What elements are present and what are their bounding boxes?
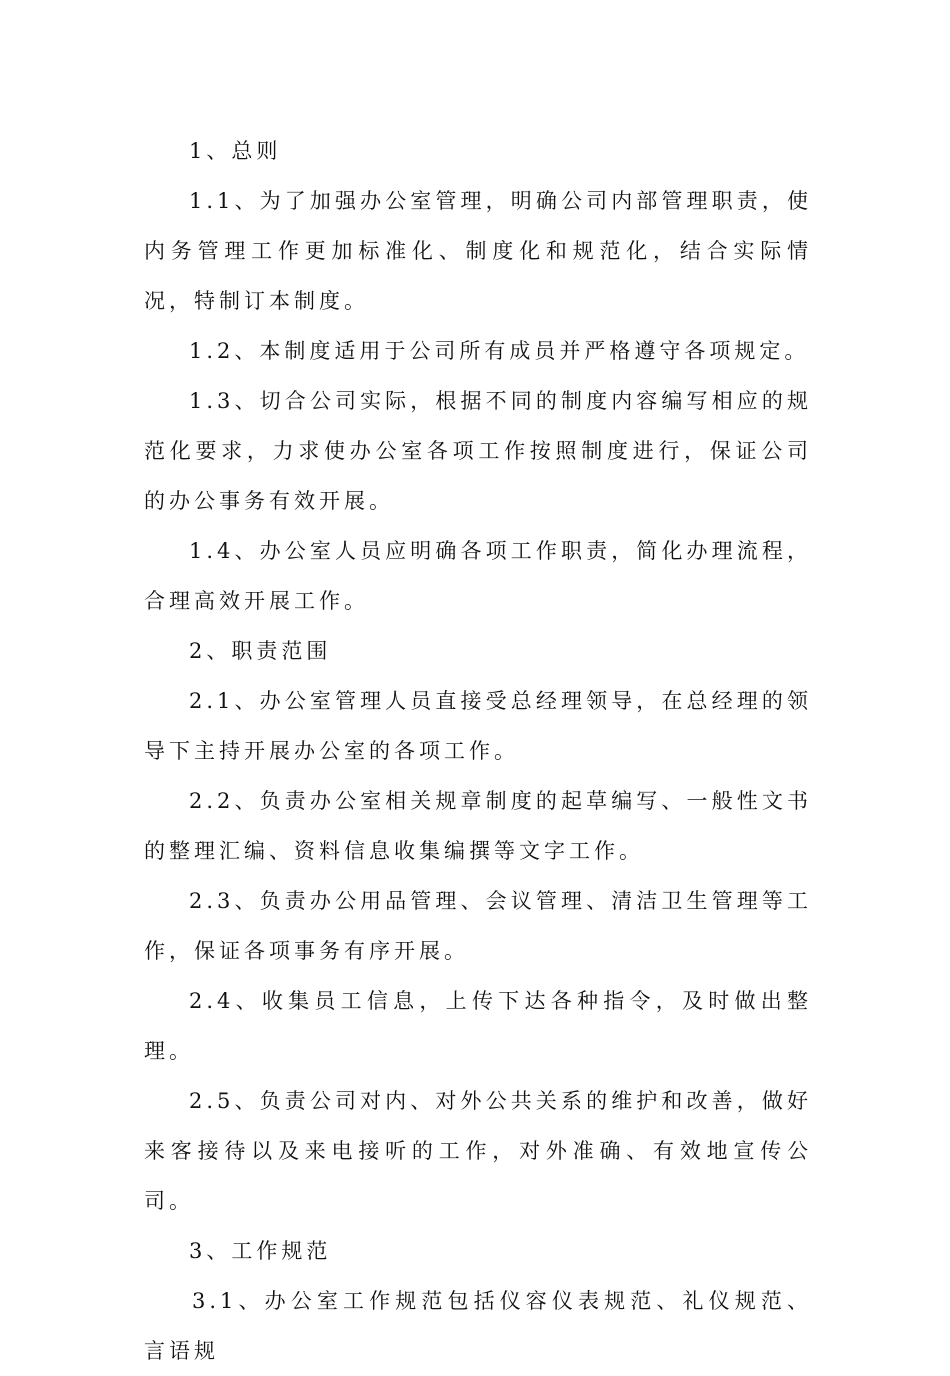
paragraph-1-1: 1.1、为了加强办公室管理，明确公司内部管理职责，使内务管理工作更加标准化、制度化和规范化，结合实际情况，特制订本制度。 (144, 189, 812, 313)
paragraph-2-4: 2.4、收集员工信息，上传下达各种指令，及时做出整理。 (144, 989, 812, 1063)
paragraph-1-3: 1.3、切合公司实际，根据不同的制度内容编写相应的规范化要求，力求使办公室各项工作按照制度进行，保证公司的办公事务有效开展。 (144, 389, 812, 513)
paragraph-2-5: 2.5、负责公司对内、对外公共关系的维护和改善，做好来客接待以及来电接听的工作，对外准确、有效地宣传公司。 (144, 1089, 812, 1213)
paragraph-2-1: 2.1、办公室管理人员直接受总经理领导，在总经理的领导下主持开展办公室的各项工作。 (144, 689, 812, 763)
paragraph-1-4: 1.4、办公室人员应明确各项工作职责，简化办理流程，合理高效开展工作。 (144, 539, 812, 613)
section-heading-general: 1、总则 (189, 139, 282, 163)
paragraph-2-3: 2.3、负责办公用品管理、会议管理、清洁卫生管理等工作，保证各项事务有序开展。 (144, 889, 812, 963)
paragraph-3-1: 3.1、办公室工作规范包括仪容仪表规范、礼仪规范、言语规 (144, 1289, 812, 1363)
document-body (144, 126, 812, 1376)
section-heading-work-standards: 3、工作规范 (189, 1239, 332, 1263)
section-heading-responsibilities: 2、职责范围 (189, 639, 332, 663)
paragraph-2-2: 2.2、负责办公室相关规章制度的起草编写、一般性文书的整理汇编、资料信息收集编撰等文字工作。 (144, 789, 812, 863)
paragraph-1-2: 1.2、本制度适用于公司所有成员并严格遵守各项规定。 (189, 339, 810, 363)
